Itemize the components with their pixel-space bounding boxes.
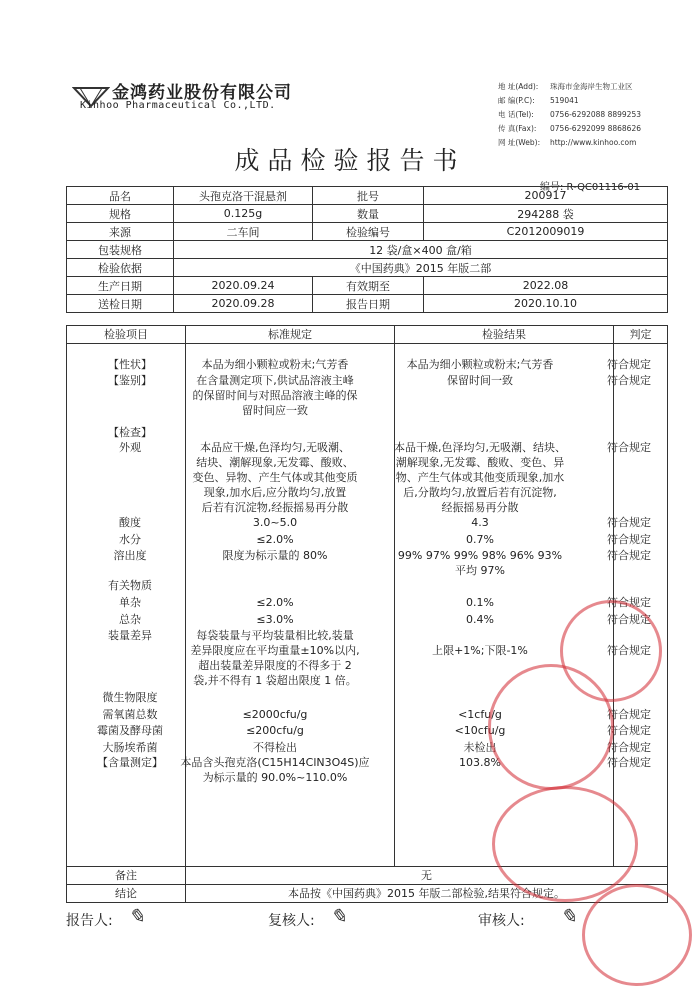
- row-result: 上限+1%;下限-1%: [432, 644, 528, 657]
- row-standard: 3.0~5.0: [252, 516, 298, 529]
- row-standard: 每袋装量与平均装量相比较,装量: [196, 629, 354, 642]
- row-standard: 在含量测定项下,供试品溶液主峰: [196, 374, 354, 387]
- row-standard: 袋,并不得有 1 袋超出限度 1 倍。: [193, 674, 357, 687]
- contact-line: 传 真(Fax): 0756-6292099 8868626: [498, 124, 641, 133]
- row-verdict: 符合规定: [607, 516, 651, 529]
- contact-line: 地 址(Add): 珠海市金海岸生物工业区: [498, 82, 633, 91]
- basis-value: 《中国药典》2015 年版二部: [174, 259, 668, 277]
- expiry-label: 有效期至: [313, 277, 424, 295]
- batch-label: 批号: [313, 187, 424, 205]
- batch-value: 200917: [424, 187, 668, 205]
- row-standard: ≤2000cfu/g: [242, 708, 308, 721]
- row-verdict: 符合规定: [607, 549, 651, 562]
- row-item: 单杂: [119, 596, 141, 609]
- reviewer-label: 复核人:: [268, 913, 315, 929]
- row-result: 后,分散均匀,放置后若有沉淀物,: [403, 486, 557, 499]
- header-standard: 标准规定: [186, 326, 395, 344]
- row-result: <10cfu/g: [454, 724, 506, 737]
- approver-signature: ✎: [560, 904, 577, 928]
- sent-date-value: 2020.09.28: [174, 295, 313, 313]
- conclusion-label: 结论: [67, 885, 186, 903]
- approver-seal-stamp: [582, 884, 692, 986]
- row-item: 水分: [119, 533, 141, 546]
- row-item: 装量差异: [108, 629, 152, 642]
- row-standard: ≤2.0%: [256, 596, 294, 609]
- qty-value: 294288 袋: [424, 205, 668, 223]
- spec-label: 规格: [67, 205, 174, 223]
- header-result: 检验结果: [395, 326, 614, 344]
- approver-label: 审核人:: [478, 913, 525, 929]
- row-verdict: 符合规定: [607, 756, 651, 769]
- row-verdict: 符合规定: [607, 741, 651, 754]
- row-standard: 不得检出: [253, 741, 297, 754]
- row-result: 103.8%: [459, 756, 501, 769]
- row-standard: 本品含头孢克洛(C15H14ClN3O4S)应: [180, 756, 370, 769]
- qc-seal-stamp: [492, 786, 638, 902]
- spec-value: 0.125g: [174, 205, 313, 223]
- row-standard: 留时间应一致: [242, 404, 308, 417]
- verdict-seal-stamp: [560, 600, 662, 702]
- row-result: 本品干燥,色泽均匀,无吸潮、结块、: [394, 441, 566, 454]
- row-item: 溶出度: [113, 549, 147, 562]
- row-standard: 本品应干燥,色泽均匀,无吸潮、: [200, 441, 350, 454]
- contact-line: 电 话(Tel): 0756-6292088 8899253: [498, 110, 641, 119]
- row-standard: 本品为细小颗粒或粉末;气芳香: [201, 358, 349, 371]
- contact-line: 邮 编(P.C): 519041: [498, 96, 579, 105]
- row-item: 微生物限度: [102, 691, 158, 704]
- company-name-cn: 金鸿药业股份有限公司: [112, 83, 292, 103]
- row-verdict: 符合规定: [607, 533, 651, 546]
- row-result: 物、产生气体或其他变质现象,加水: [395, 471, 565, 484]
- row-result: 保留时间一致: [447, 374, 513, 387]
- row-result: 0.1%: [466, 596, 494, 609]
- row-item: 【鉴别】: [108, 374, 152, 387]
- row-result: 未检出: [463, 741, 497, 754]
- pack-value: 12 袋/盒×400 盒/箱: [174, 241, 668, 259]
- row-item: 有关物质: [108, 579, 152, 592]
- source-label: 来源: [67, 223, 174, 241]
- row-verdict: 符合规定: [607, 596, 651, 609]
- product-label: 品名: [67, 187, 174, 205]
- contact-block: [498, 80, 641, 150]
- row-item: 【性状】: [108, 358, 152, 371]
- row-result: 平均 97%: [455, 564, 505, 577]
- report-title: 成品检验报告书: [234, 146, 466, 175]
- row-standard: 超出装量差异限度的不得多于 2: [198, 659, 352, 672]
- row-standard: ≤2.0%: [256, 533, 294, 546]
- row-item: 霉菌及酵母菌: [97, 724, 163, 737]
- row-verdict: 符合规定: [607, 374, 651, 387]
- row-result: 经振摇易再分散: [441, 501, 519, 514]
- document-number: 编号: R-QC01116-01: [540, 182, 641, 193]
- row-item: 【检查】: [108, 426, 152, 439]
- company-name-en: Kinhoo Pharmaceutical Co.,LTD.: [80, 100, 276, 111]
- row-result: 0.7%: [466, 533, 494, 546]
- row-standard: 后若有沉淀物,经振摇易再分散: [201, 501, 349, 514]
- row-standard: ≤200cfu/g: [246, 724, 304, 737]
- header-verdict: 判定: [614, 326, 668, 344]
- remark-value: 无: [186, 867, 668, 885]
- product-value: 头孢克洛干混悬剂: [174, 187, 313, 205]
- row-standard: 的保留时间与对照品溶液主峰的保: [192, 389, 358, 402]
- row-result: 潮解现象,无发霉、酸败、变色、异: [395, 456, 565, 469]
- sent-date-label: 送检日期: [67, 295, 174, 313]
- row-item: 需氧菌总数: [102, 708, 158, 721]
- mfg-date-label: 生产日期: [67, 277, 174, 295]
- row-verdict: 符合规定: [607, 613, 651, 626]
- test-number-label: 检验编号: [313, 223, 424, 241]
- row-verdict: 符合规定: [607, 724, 651, 737]
- row-item: 大肠埃希菌: [102, 741, 158, 754]
- header-item: 检验项目: [67, 326, 186, 344]
- remark-label: 备注: [67, 867, 186, 885]
- reviewer-signature: ✎: [330, 904, 347, 928]
- row-verdict: 符合规定: [607, 441, 651, 454]
- row-item: 总杂: [119, 613, 141, 626]
- test-number-value: C2012009019: [424, 223, 668, 241]
- row-verdict: 符合规定: [607, 644, 651, 657]
- row-item: 【含量测定】: [97, 756, 163, 769]
- source-value: 二车间: [174, 223, 313, 241]
- conclusion-value: 本品按《中国药典》2015 年版二部检验,结果符合规定。: [186, 885, 668, 903]
- reporter-label: 报告人:: [66, 913, 113, 929]
- row-result: 0.4%: [466, 613, 494, 626]
- row-standard: 为标示量的 90.0%~110.0%: [202, 771, 348, 784]
- row-verdict: 符合规定: [607, 708, 651, 721]
- row-standard: 现象,加水后,应分散均匀,放置: [203, 486, 347, 499]
- report-date-label: 报告日期: [313, 295, 424, 313]
- row-verdict: 符合规定: [607, 358, 651, 371]
- row-standard: 变色、异物、产生气体或其他变质: [192, 471, 358, 484]
- row-result: 4.3: [471, 516, 489, 529]
- pack-label: 包装规格: [67, 241, 174, 259]
- reporter-signature: ✎: [128, 904, 145, 928]
- row-standard: 差异限度应在平均重量±10%以内,: [190, 644, 360, 657]
- row-result: <1cfu/g: [458, 708, 502, 721]
- basis-label: 检验依据: [67, 259, 174, 277]
- report-date-value: 2020.10.10: [424, 295, 668, 313]
- expiry-value: 2022.08: [424, 277, 668, 295]
- info-table: [66, 186, 668, 313]
- row-item: 酸度: [119, 516, 141, 529]
- row-standard: 结块、潮解现象,无发霉、酸败、: [196, 456, 354, 469]
- row-result: 99% 97% 99% 98% 96% 93%: [397, 549, 563, 562]
- contact-line: 网 址(Web): http://www.kinhoo.com: [498, 138, 637, 147]
- row-result: 本品为细小颗粒或粉末;气芳香: [406, 358, 554, 371]
- qty-label: 数量: [313, 205, 424, 223]
- mfg-date-value: 2020.09.24: [174, 277, 313, 295]
- row-item: 外观: [119, 441, 141, 454]
- row-standard: ≤3.0%: [256, 613, 294, 626]
- row-standard: 限度为标示量的 80%: [222, 549, 328, 562]
